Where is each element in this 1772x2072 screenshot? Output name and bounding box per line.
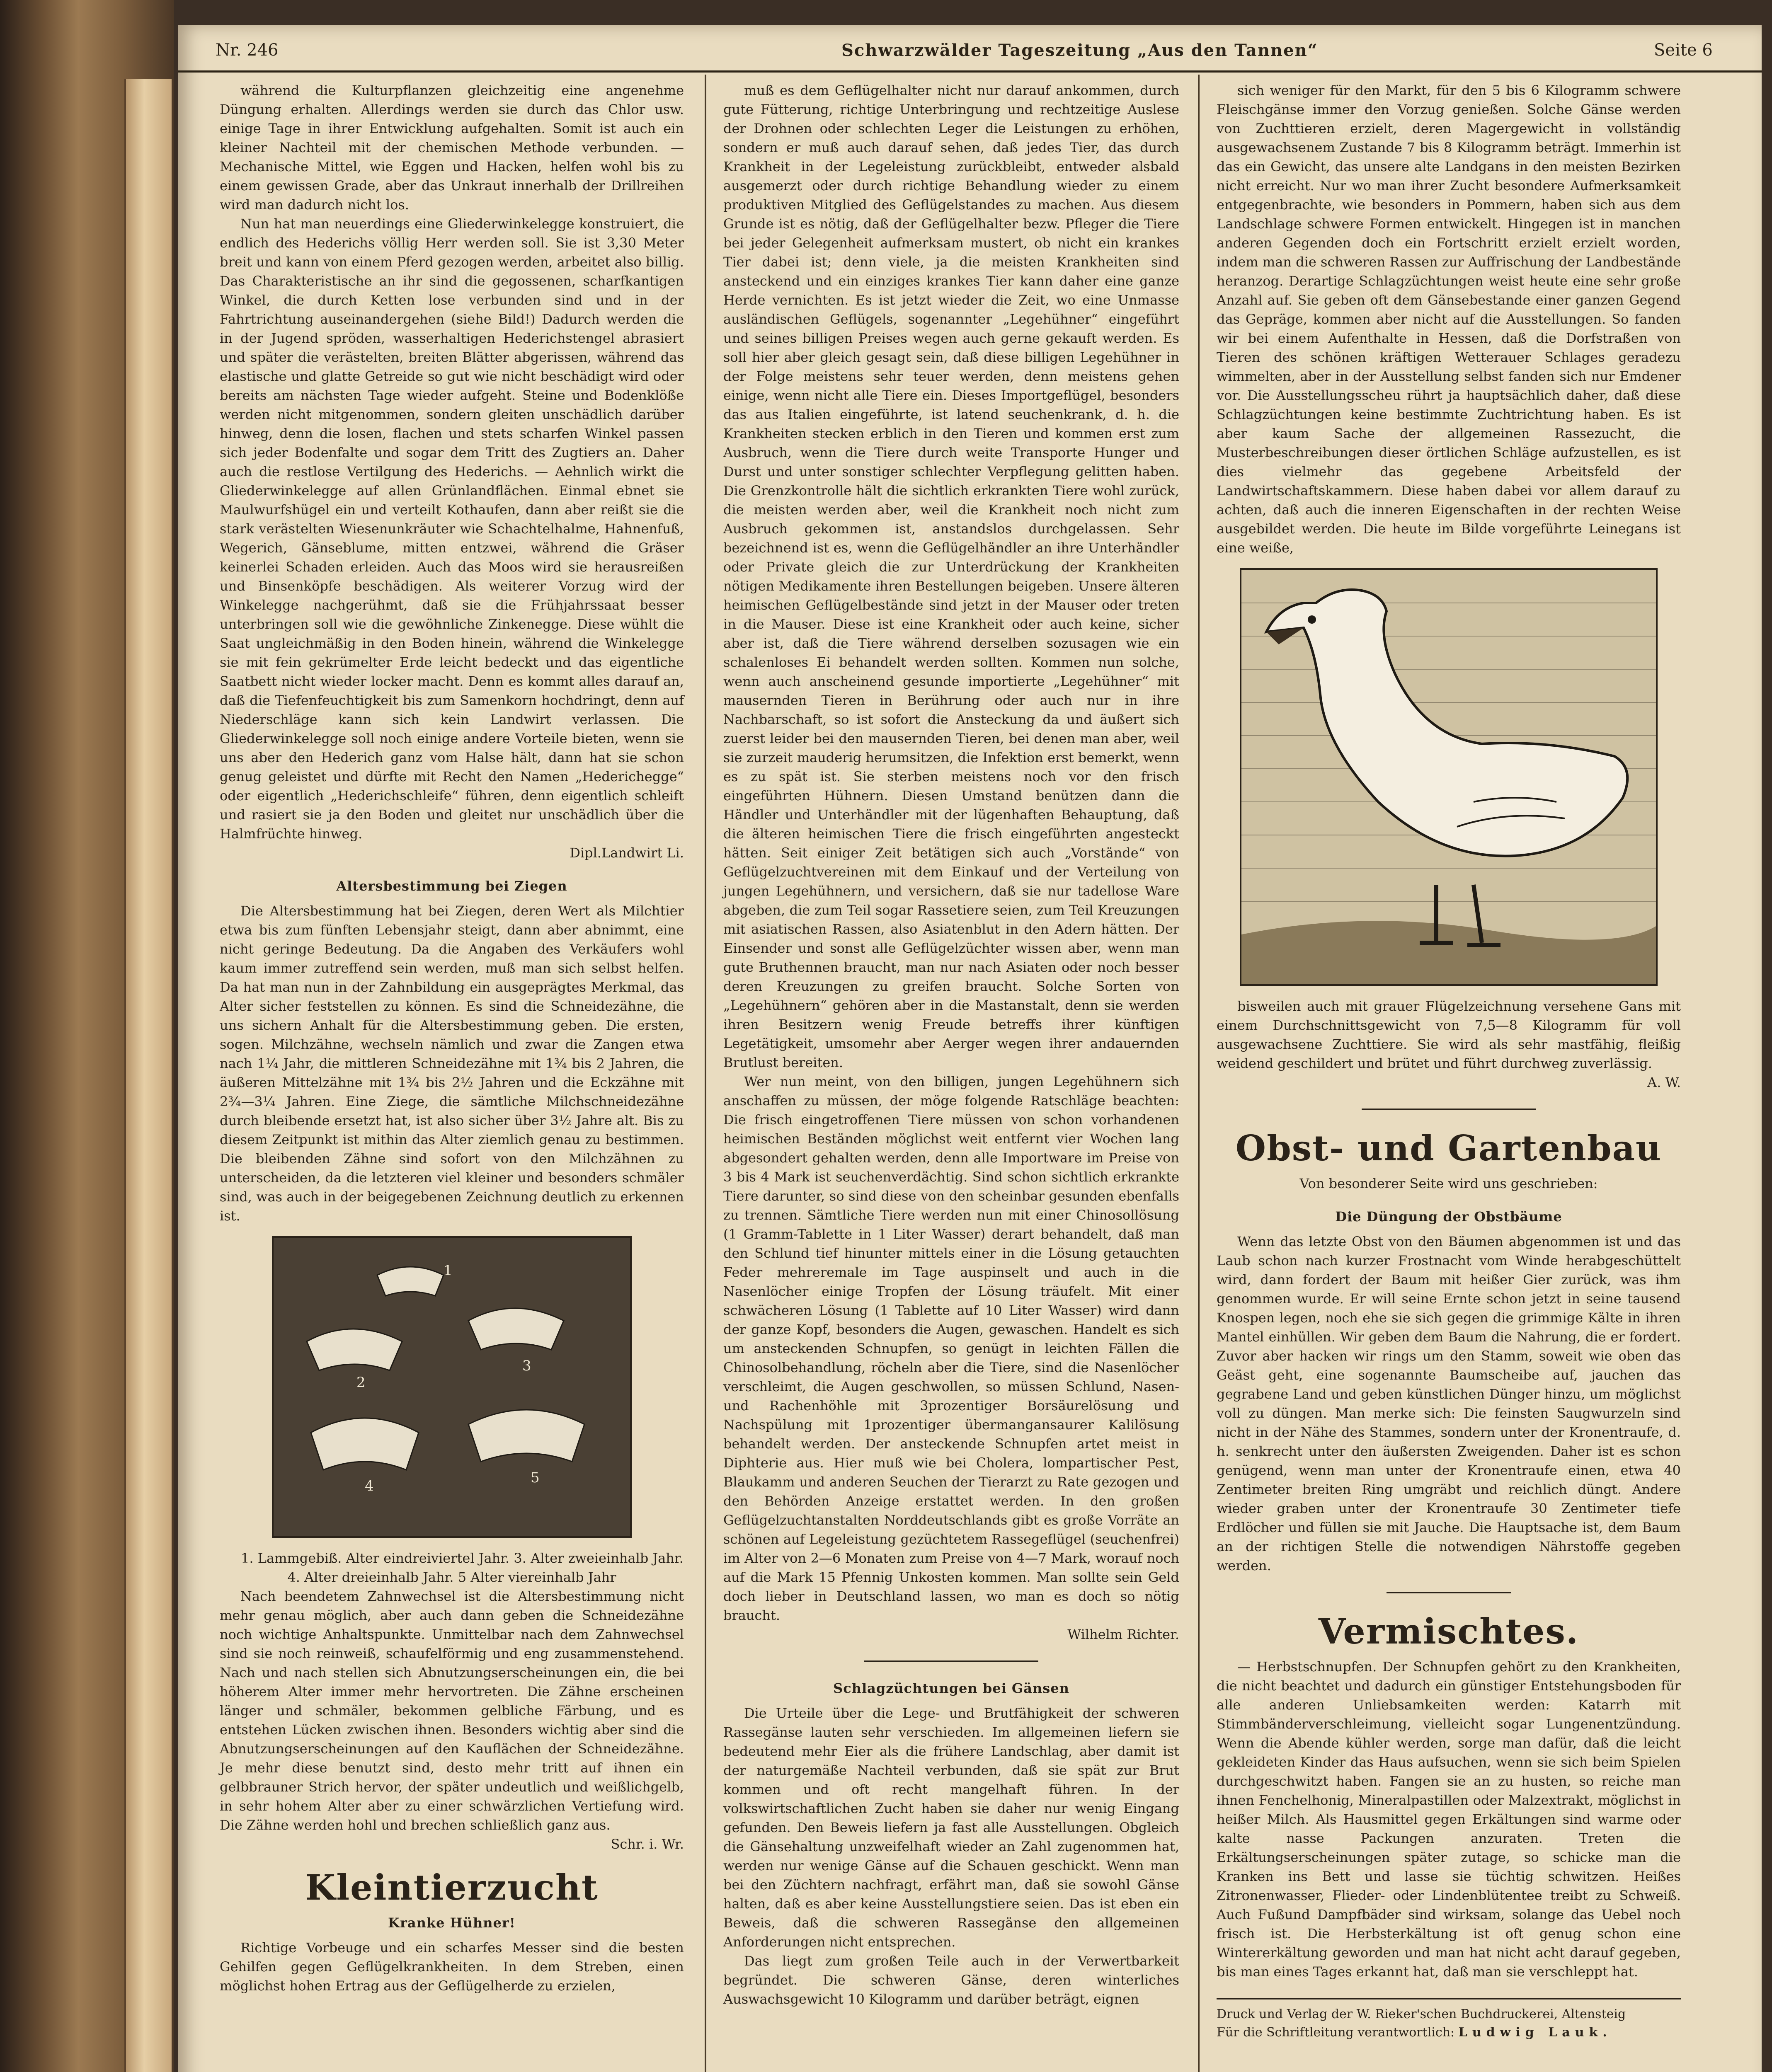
article-paragraph: bisweilen auch mit grauer Flügelzeichnung versehene Gans mit einem Durchschnittsgewicht von 7,5—8 Kilogramm für voll ausgewachsene Zuchttiere. Sie wird als sehr mastfähig, fleißig weidend geschildert und brütet und führt durchweg zuverlässig.	[1217, 998, 1681, 1071]
figure-caption: 1. Lammgebiß. Alter eindreiviertel Jahr. 3. Alter zweieinhalb Jahr. 4. Alter dreieinhalb Jahr. 5 Alter viereinhalb Jahr	[241, 1550, 684, 1585]
article-paragraph: während die Kulturpflanzen gleichzeitig eine angenehme Düngung erhalten. Allerdings werden sie durch das Chlor usw. einige Tage in ihrer Entwicklung aufgehalten. Somit ist auch ein kleiner Nachteil mit der chemischen Methode verbunden. — Mechanische Mittel, wie Eggen und Hacken, helfen wohl bis zu einem gewissen Grade, aber das Unkraut innerhalb der Drillreihen wird man dadurch nicht los.	[220, 82, 684, 213]
article-title-gaense: Schlagzüchtungen bei Gänsen	[833, 1680, 1069, 1696]
column-1	[220, 81, 684, 1995]
author-signature: Wilhelm Richter.	[1067, 1627, 1179, 1642]
figure-number: 2	[356, 1374, 366, 1391]
section-separator	[864, 1661, 1038, 1662]
imprint-editor-label: Für die Schriftleitung verantwortlich:	[1217, 2025, 1455, 2040]
article-paragraph: sich weniger für den Markt, für den 5 bis 6 Kilogramm schwere Fleischgänse immer den Vorzug genießen. Solche Gänse werden von Zuchttieren erzielt, deren Magergewicht in vollständig ausgewachsenem Zustande 7 bis 8 Kilogramm beträgt. Immerhin ist das ein Gewicht, das unsere alte Landgans in den meisten Bezirken nicht erreicht. Nur wo man ihrer Zucht besondere Aufmerksamkeit entgegenbrachte, wie besonders in Pommern, haben sich aus dem Landschlage schwere Formen entwickelt. Hingegen ist in manchen anderen Gegenden doch ein Fortschritt erzielt erzielt worden, indem man die schweren Rassen zur Auffrischung der Landbestände heranzog. Derartige Schlagzüchtungen weist heute eine sehr große Anzahl auf. Sie geben oft dem Gänsebestande einer ganzen Gegend das Gepräge, kommen aber nicht auf die Ausstellungen. So fanden wir bei einem Aufenthalte in Hessen, daß die Dorfstraßen von Tieren des schönen kräftigen Wetterauer Schlages geradezu wimmelten, aber in der Ausstellung selbst fanden sich nur Emdener vor. Die Ausstellungsscheu rührt ja hauptsächlich daher, daß diese Schlagzüchtungen keine bestimmte Zuchtrichtung haben. Es ist aber kaum Sache der allgemeinen Rassezucht, die Musterbeschreibungen dieser örtlichen Schläge aufzustellen, es ist dies vielmehr das gegebene Arbeitsfeld der Landwirtschaftskammern. Diese haben dabei vor allem darauf zu achten, daß auch die inneren Eigenschaften in der rechten Weise ausgebildet werden. Die heute im Bilde vorgeführte Leinegans ist eine weiße,	[1217, 82, 1681, 556]
article-paragraph: muß es dem Geflügelhalter nicht nur darauf ankommen, durch gute Fütterung, richtige Unterbringung und rechtzeitige Auslese der Drohnen oder schlechten Leger die Leistungen zu erhöhen, sondern er muß auch darauf sehen, daß jedes Tier, das durch Krankheit in der Legeleistung zurückbleibt, entweder alsbald ausgemerzt oder durch richtige Behandlung wieder zu einem produktiven Mitglied des Geflügelstandes zu machen. Aus diesem Grunde ist es nötig, daß der Geflügelhalter bezw. Pfleger die Tiere bei jeder Gelegenheit aufmerksam mustert, ob nicht ein krankes Tier dabei ist; denn viele, ja die meisten Krankheiten sind ansteckend und ein einziges krankes Tier kann daher eine ganze Herde vernichten. Es ist jetzt wieder die Zeit, wo eine Unmasse ausländischen Geflügels, sogenannter „Legehühner“ eingeführt und seines billigen Preises wegen auch gerne gekauft werden. Es soll hier aber gleich gesagt sein, daß diese billigen Legehühner in der Folge meistens sehr teuer werden, denn meistens gehen einige, wenn nicht alle Tiere ein. Dieses Importgeflügel, besonders das aus Italien eingeführte, ist latend seuchenkrank, d. h. die Krankheiten stecken erblich in den Tieren und kommen erst zum Ausbruch, wenn die Tiere durch weite Transporte Hunger und Durst und unter sonstiger schlechter Verpflegung gelitten haben. Die Grenzkontrolle hält die sichtlich erkrankten Tiere wohl zurück, die meisten werden aber, weil die Krankheit noch nicht zum Ausbruch gekommen ist, anstandslos durchgelassen. Sehr bezeichnend ist es, wenn die Geflügelhändler an ihre Unterhändler oder Private gleich die zur Unterdrückung der Krankheiten nötigen Medikamente ihren Bestellungen beigeben. Unsere älteren heimischen Geflügelbestände sind jetzt in der Mauser oder treten in die Mauser. Diese ist eine Krankheit oder auch keine, sicher aber ist, daß die Tiere während derselben sozusagen wie ein schalenloses Ei behandelt werden sollten. Kommen nun solche, wenn auch anscheinend gesunde importierte „Legehühner“ mit mausernden Tieren in Berührung oder auch nur in ihre Nachbarschaft, so ist sofort die Ansteckung da und äußert sich zuerst leider bei den mausernden Tieren, bei denen man aber, weil sie zurzeit mauderig herumsitzen, die Infektion erst bemerkt, wenn es zu spät ist. Sie sterben meistens noch vor den frisch eingeführten Hühnern. Diesen Umstand benützen dann die Händler und Unterhändler mit der lügenhaften Behauptung, daß die älteren heimischen Tiere die frisch eingeführten angesteckt hätten. Seit einiger Zeit betätigen sich auch „Vorstände“ von Geflügelzuchtvereinen mit dem Einkauf und der Verteilung von jungen Legehühnern, und versichern, daß sie nur tadellose Ware abgeben, die zum Teil sogar Rassetiere seien, zum Teil Kreuzungen mit asiatischen Rassen, also Asiatenblut in den Adern hätten. Der Einsender und sonst alle Geflügelzüchter wissen aber, wenn man gute Bruthennen braucht, man nur nach Asiaten oder noch besser deren Kreuzungen zu greifen braucht. Solche Sorten von „Legehühnern“ gehören aber in die Mastanstalt, denn sie werden ihren Besitzern wenig Freude betreffs ihrer künftigen Legetätigkeit, umsomehr aber Aerger wegen ihrer andauernden Brutlust bereiten.	[723, 82, 1179, 1070]
column-divider	[1198, 75, 1200, 2072]
figure-number: 1	[444, 1262, 453, 1279]
page-header	[178, 25, 1762, 73]
newspaper-page	[178, 25, 1762, 2072]
author-signature: A. W.	[1647, 1075, 1681, 1090]
imprint	[1217, 1998, 1681, 2042]
teeth-illustration	[272, 1236, 632, 1538]
section-separator	[1362, 1109, 1536, 1110]
article-paragraph: Die Urteile über die Lege- und Brutfähigkeit der schweren Rassegänse lauten sehr verschieden. Im allgemeinen liefern sie bedeutend mehr Eier als die frühere Landschlag, aber damit ist der naturgemäße Nachteil verbunden, daß sie spät zur Brut kommen und oft recht mangelhaft führen. In der volkswirtschaftlichen Zucht haben sie daher nur wenig Eingang gefunden. Den Beweis liefern ja fast alle Ausstellungen. Obgleich die Gänsehaltung unzweifelhaft wieder an Zahl zugenommen hat, werden nur wenige Gänse auf die Schauen geschickt. Wenn man bei den Züchtern nachfragt, erfährt man, daß sie sowohl Gänse halten, daß es aber keine Ausstellungstiere seien. Das ist eben ein Beweis, daß die schweren Rassegänse den allgemeinen Anforderungen nicht entsprechen.	[723, 1705, 1179, 1950]
newspaper-title: Schwarzwälder Tageszeitung „Aus den Tannen“	[841, 41, 1318, 60]
article-title-kranke-huehner: Kranke Hühner!	[388, 1915, 516, 1931]
column-3	[1217, 81, 1681, 2042]
issue-number: Nr. 246	[216, 41, 279, 60]
section-title-kleintierzucht: Kleintierzucht	[305, 1867, 599, 1908]
goose-drawing	[1241, 570, 1656, 984]
article-paragraph: Nach beendetem Zahnwechsel ist die Altersbestimmung nicht mehr genau möglich, aber auch dann geben die Schneidezähne noch wichtige Anhaltspunkte. Unmittelbar nach dem Zahnwechsel sind sie noch reinweiß, schaufelförmig und eng zusammenstehend. Nach und nach stellen sich Abnutzungserscheinungen ein, die bei höherem Alter immer mehr hervortreten. Die Zähne erscheinen länger und schmäler, bekommen gelbliche Färbung, und es entstehen Lücken zwischen ihnen. Besonders wichtig aber sind die Abnutzungserscheinungen auf den Kauflächen der Schneidezähne. Je mehr diese benutzt sind, desto mehr tritt auf ihnen ein gelbbrauner Strich hervor, der später undeutlich und weißlichgelb, in sehr hohem Alter aber zu einer schwärzlichen Vertiefung wird. Die Zähne werden hohl und brechen schließlich ganz aus.	[220, 1588, 684, 1833]
section-title-vermischtes: Vermischtes.	[1318, 1611, 1579, 1652]
imprint-editor-line	[1217, 2024, 1681, 2042]
page-stack-edge	[124, 79, 172, 2072]
teeth-drawing	[274, 1238, 630, 1536]
section-intro: Von besonderer Seite wird uns geschrieben:	[1299, 1176, 1598, 1191]
figure-number: 3	[522, 1358, 531, 1374]
section-title-obst-gartenbau: Obst- und Gartenbau	[1235, 1128, 1662, 1169]
figure-number: 5	[531, 1469, 540, 1486]
article-paragraph: Die Altersbestimmung hat bei Ziegen, deren Wert als Milchtier etwa bis zum fünften Lebensjahr steigt, dann aber abnimmt, eine nicht geringe Bedeutung. Da die Angaben des Verkäufers wohl kaum immer zutreffend sein werden, muß man sich selbst helfen. Da hat man nun in der Zahnbildung ein ausgeprägtes Merkmal, das Alter sicher feststellen zu können. Es sind die Schneidezähne, die uns sichern Anhalt für die Altersbestimmung geben. Die ersten, sogen. Milchzähne, wechseln nämlich und zwar die Zangen etwa nach 1¼ Jahr, die mittleren Schneidezähne mit 1¾ bis 2 Jahren, die äußeren Mittelzähne mit 1¾ bis 2½ Jahren und die Eckzähne mit 2¾—3¼ Jahren. Eine Ziege, die sämtliche Milchschneidezähne durch bleibende ersetzt hat, ist also sicher über 3½ Jahre alt. Bis zu diesem Zeitpunkt ist mithin das Alter ziemlich genau zu bestimmen. Die bleibenden Zähne sind sofort von den Milchzähnen zu unterscheiden, da die letzteren viel kleiner und besonders schmäler sind, was auch in der beigegebenen Zeichnung deutlich zu erkennen ist.	[220, 903, 684, 1224]
article-title-duengung: Die Düngung der Obstbäume	[1335, 1209, 1562, 1225]
imprint-printer: Druck und Verlag der W. Rieker'schen Buchdruckerei, Altensteig	[1217, 2007, 1626, 2021]
article-paragraph: Das liegt zum großen Teile auch in der Verwertbarkeit begründet. Die schweren Gänse, deren winterliches Auswachsgewicht 10 Kilogramm und darüber beträgt, eignen	[723, 1953, 1179, 2007]
article-paragraph: Nun hat man neuerdings eine Gliederwinkelegge konstruiert, die endlich des Hederichs völlig Herr werden soll. Sie ist 3,30 Meter breit und kann von einem Pferd gezogen werden, arbeitet also billig. Das Charakteristische an ihr sind die gegossenen, scharfkantigen Winkel, die durch Ketten lose verbunden sind und in der Fahrtrichtung auseinandergehen (siehe Bild!) Dadurch werden die in der Jugend spröden, wasserhaltigen Hederichstengel abrasiert und später die verästelten, breiten Blätter abgerissen, während das elastische und glatte Getreide so gut wie nicht beschädigt wird oder bereits am nächsten Tage wieder aufgeht. Steine und Bodenklöße werden nicht mitgenommen, sondern gleiten unschädlich darüber hinweg, denn die losen, flachen und stets scharfen Winkel passen sich jeder Bodenfalte und sogar dem Tritt des Zugtiers an. Daher auch die restlose Vertilgung des Hederichs. — Aehnlich wirkt die Gliederwinkelegge auf allen Grünlandflächen. Einmal ebnet sie Maulwurfshügel ein und verteilt Kothaufen, dann aber reißt sie die stark verästelten Wiesenunkräuter wie Schachtelhalme, Hahnenfuß, Wegerich, Gänseblume, mitten entzwei, während die Gräser keinerlei Schaden erleiden. Auch das Moos wird sie herausreißen und Binsenköpfe beschädigen. Als weiterer Vorzug wird der Winkelegge nachgerühmt, daß sie die Frühjahrssaat besser unterbringen soll wie die gewöhnliche Zinkenegge. Diese wühlt die Saat ungleichmäßig in den Boden hinein, während die Winkelegge sie mit fein gekrümelter Erde leicht bedeckt und das eigentliche Saatbett nicht wieder locker macht. Denn es kommt alles darauf an, daß die Tiefenfeuchtigkeit bis zum Samenkorn hochdringt, denn auf Niederschläge kann sich kein Landwirt verlassen. Die Gliederwinkelegge soll noch einige andere Vorteile bieten, wenn sie uns aber den Hederich ganz vom Halse hält, dann hat sie schon genug geleistet und dürfte mit Recht den Namen „Hederichegge“ oder eigentlich „Hederichschleife“ führen, denn eigentlich schleift und rasiert sie ja den Boden und gleitet nur unschädlich über die Halmfrüchte hinweg.	[220, 216, 684, 842]
section-separator	[1387, 1592, 1511, 1593]
column-2	[723, 81, 1179, 2009]
author-signature: Dipl.Landwirt Li.	[570, 845, 684, 861]
article-paragraph: Wenn das letzte Obst von den Bäumen abgenommen ist und das Laub schon nach kurzer Frostnacht vom Winde herabgeschüttelt wird, dann fordert der Baum mit heißer Gier zurück, was ihm genommen wurde. Er will seine Ernte schon jetzt in seine tausend Knospen legen, noch ehe sie sich gegen die grimmige Kälte in ihren Mantel einhüllen. Wir geben dem Baum die Nahrung, die er fordert. Zuvor aber hacken wir rings um den Stamm, soweit wie oben das Geäst geht, eine sogenannte Baumscheibe auf, jauchen das gegrabene Land und geben künstlichen Dünger hinzu, um möglichst voll zu düngen. Man merke sich: Die feinsten Saugwurzeln sind nicht in der Nähe des Stammes, sondern unter der Kronentraufe, d. h. senkrecht unter den äußersten Zweigenden. Daher ist es schon genügend, wenn man unter der Kronentraufe einen, etwa 40 Zentimeter breiten Ring umgräbt und reichlich düngt. Andere wieder graben unter der Kronentraufe 30 Zentimeter tiefe Erdlöcher und füllen sie mit Jauche. Die Hauptsache ist, dem Baum an der richtigen Stelle die notwendigen Nährstoffe gegeben werden.	[1217, 1234, 1681, 1573]
article-paragraph: — Herbstschnupfen. Der Schnupfen gehört zu den Krankheiten, die nicht beachtet und dadurch ein günstiger Entstehungsboden für alle anderen Unliebsamkeiten werden: Katarrh mit Stimmbänderverschleimung, vielleicht sogar Lungenentzündung. Wenn die Abende kühler werden, sorge man dafür, daß die leicht gekleideten Kinder das Haus aufsuchen, wenn sie sich beim Spielen durchgeschwitzt haben. Fangen sie an zu husten, so reiche man ihnen Fenchelhonig, Mineralpastillen oder Malzextrakt, möglichst in heißer Milch. Als Hausmittel gegen Erkältungen sind warme oder kalte nasse Packungen anzuraten. Treten die Erkältungserscheinungen später zutage, so schicke man die Kranken ins Bett und lasse sie tüchtig schwitzen. Heißes Zitronenwasser, Flieder- oder Lindenblütentee treibt zu Schweiß. Auch Fußund Dampfbäder sind wirksam, solange das Uebel noch frisch ist. Die Herbsterkältung ist oft genug schon eine Wintererkältung geworden und man hat nicht acht darauf gegeben, bis man eines Tages erkannt hat, daß man sie verschleppt hat.	[1217, 1659, 1681, 1980]
article-title-ziegen: Altersbestimmung bei Ziegen	[336, 878, 567, 894]
article-paragraph: Richtige Vorbeuge und ein scharfes Messer sind die besten Gehilfen gegen Geflügelkrankheiten. In dem Streben, einen möglichst hohen Ertrag aus der Geflügelherde zu erzielen,	[220, 1940, 684, 1994]
page-number: Seite 6	[1654, 41, 1713, 60]
figure-number: 4	[365, 1478, 374, 1494]
article-paragraph: Wer nun meint, von den billigen, jungen Legehühnern sich anschaffen zu müssen, der möge folgende Ratschläge beachten: Die frisch eingetroffenen Tiere müssen von schon vorhandenen heimischen Beständen möglichst weit entfernt vier Wochen lang abgesondert gehalten werden, denn alle Importware im Preise von 3 bis 4 Mark ist seuchenverdächtig. Sind schon sichtlich erkrankte Tiere darunter, so sind diese von den scheinbar gesunden ebenfalls zu trennen. Sämtliche Tiere werden nun mit einer Chinosollösung (1 Gramm-Tablette in 1 Liter Wasser) derart behandelt, daß man den Schlund tief hinunter mittels einer in die Lösung getauchten Feder mehreremale im Tage auspinselt und auch in die Nasenlöcher einige Tropfen der Lösung träufelt. Mit einer schwächeren Lösung (1 Tablette auf 10 Liter Wasser) wird dann der ganze Kopf, besonders die Augen, gewaschen. Handelt es sich um ansteckenden Schnupfen, so genügt in leichten Fällen die Chinosolbehandlung, röcheln aber die Tiere, sind die Nasenlöcher verschleimt, die Augen geschwollen, so müssen Schlund, Nasen- und Rachenhöhle mit 3prozentiger Borsäurelösung und Nachspülung mit 1prozentiger übermangansaurer Kalilösung behandelt werden. Der ansteckende Schnupfen artet meist in Diphterie aus. Hier muß wie bei Cholera, lompartischer Pest, Blaukamm und anderen Seuchen der Tierarzt zu Rate gezogen und den Behörden Anzeige erstattet werden. In den großen Geflügelzuchtanstalten Norddeutschlands gibt es große Vorräte an schönen auf Legeleistung gezüchtetem Rassegeflügel (seuchenfrei) im Alter von 2—6 Monaten zum Preise von 4—7 Mark, worauf noch auf die Mark 15 Pfennig Unkosten kommen. Man sollte sein Geld doch lieber in Deutschland lassen, wo man es doch so nötig braucht.	[723, 1074, 1179, 1623]
imprint-editor-name: Ludwig Lauk.	[1458, 2025, 1612, 2040]
column-divider	[705, 75, 706, 2072]
author-signature: Schr. i. Wr.	[611, 1836, 684, 1852]
goose-illustration	[1240, 568, 1658, 986]
